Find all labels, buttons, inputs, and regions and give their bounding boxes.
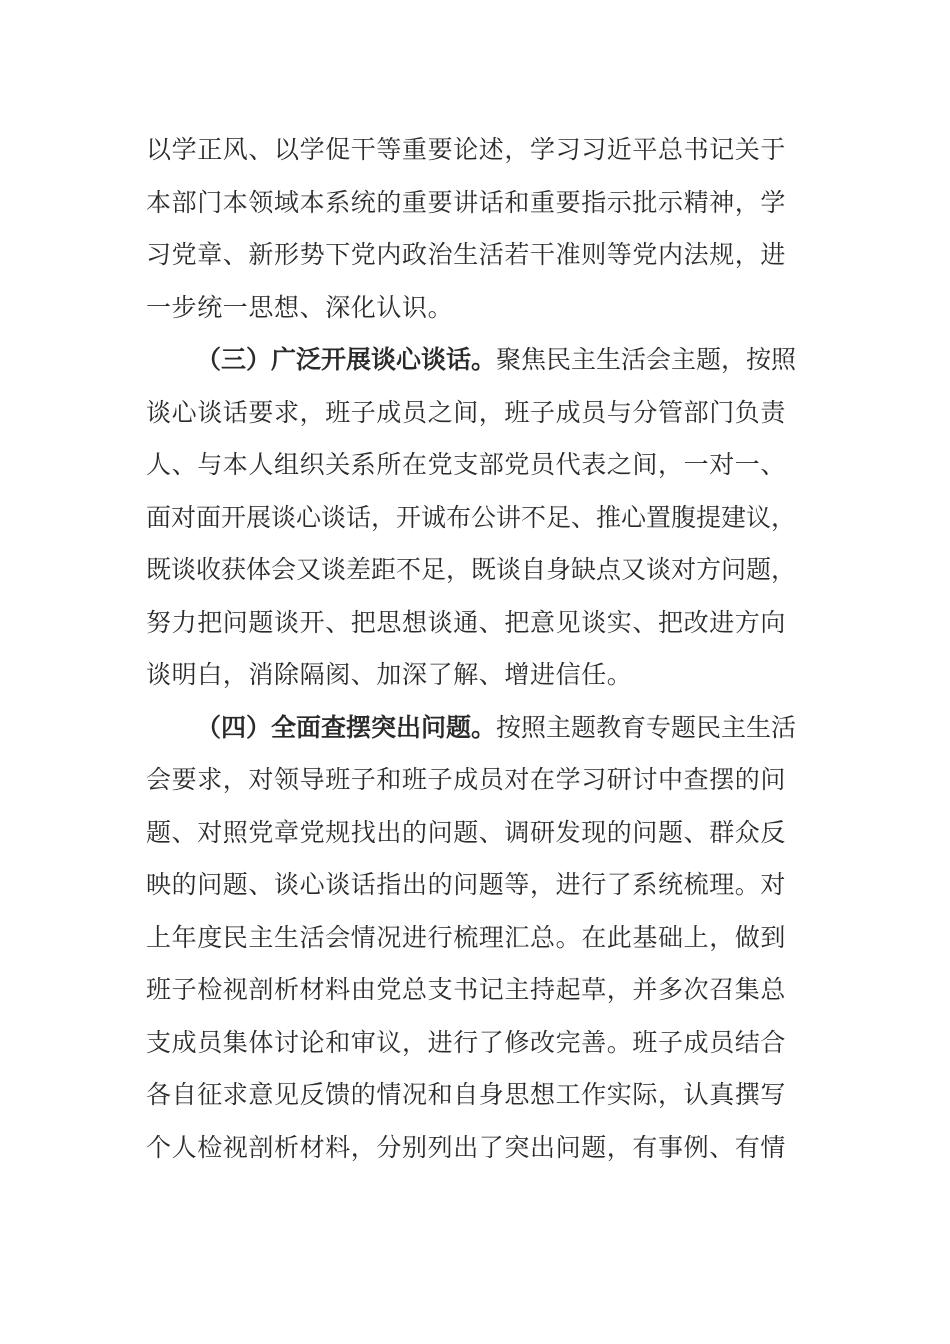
paragraph-line: 一步统一思想、深化认识。 [146,292,454,322]
paragraph-line: 支成员集体讨论和审议，进行了修改完善。班子成员结合 [146,1027,787,1057]
paragraph-line: 各自征求意见反馈的情况和自身思想工作实际，认真撰写 [146,1080,787,1109]
paragraph-line: 谈心谈话要求，班子成员之间，班子成员与分管部门负责 [146,397,787,427]
paragraph-heart-talk [146,334,806,702]
paragraph-study [146,124,806,334]
paragraph-line: 班子检视剖析材料由党总支书记主持起草，并多次召集总 [146,975,787,1004]
paragraph-first-line-text: 按照主题教育专题民主生活 [496,712,797,742]
paragraph-line: 既谈收获体会又谈差距不足，既谈自身缺点又谈对方问题， [146,555,797,584]
paragraph-line: 谈明白，消除隔阂、加深了解、增进信任。 [146,660,633,689]
paragraph-problem-review [146,702,806,1175]
section-heading-4: （四）全面查摆突出问题。 [196,712,497,742]
section-heading-3: （三）广泛开展谈心谈话。 [196,345,497,374]
paragraph-line: 努力把问题谈开、把思想谈通、把意见谈实、把改进方向 [146,607,787,637]
paragraph-first-line [146,334,806,387]
document-body [146,124,806,1174]
paragraph-first-line [146,702,806,755]
paragraph-line: 人、与本人组织关系所在党支部党员代表之间，一对一、 [146,450,787,479]
paragraph-line: 上年度民主生活会情况进行梳理汇总。在此基础上，做到 [146,922,787,952]
paragraph-line: 本部门本领域本系统的重要讲话和重要指示批示精神，学 [146,187,787,217]
paragraph-line: 面对面开展谈心谈话，开诚布公讲不足、推心置腹提建议， [146,502,797,532]
paragraph-first-line-text: 聚焦民主生活会主题，按照 [496,345,797,374]
paragraph-line: 习党章、新形势下党内政治生活若干准则等党内法规，进 [146,240,787,269]
paragraph-line: 题、对照党章党规找出的问题、调研发现的问题、群众反 [146,817,787,847]
paragraph-line: 个人检视剖析材料，分别列出了突出问题，有事例、有情 [146,1132,787,1162]
paragraph-line: 会要求，对领导班子和班子成员对在学习研讨中查摆的问 [146,765,787,794]
paragraph-line: 以学正风、以学促干等重要论述，学习习近平总书记关于 [146,135,787,164]
paragraph-line: 映的问题、谈心谈话指出的问题等，进行了系统梳理。对 [146,870,787,899]
